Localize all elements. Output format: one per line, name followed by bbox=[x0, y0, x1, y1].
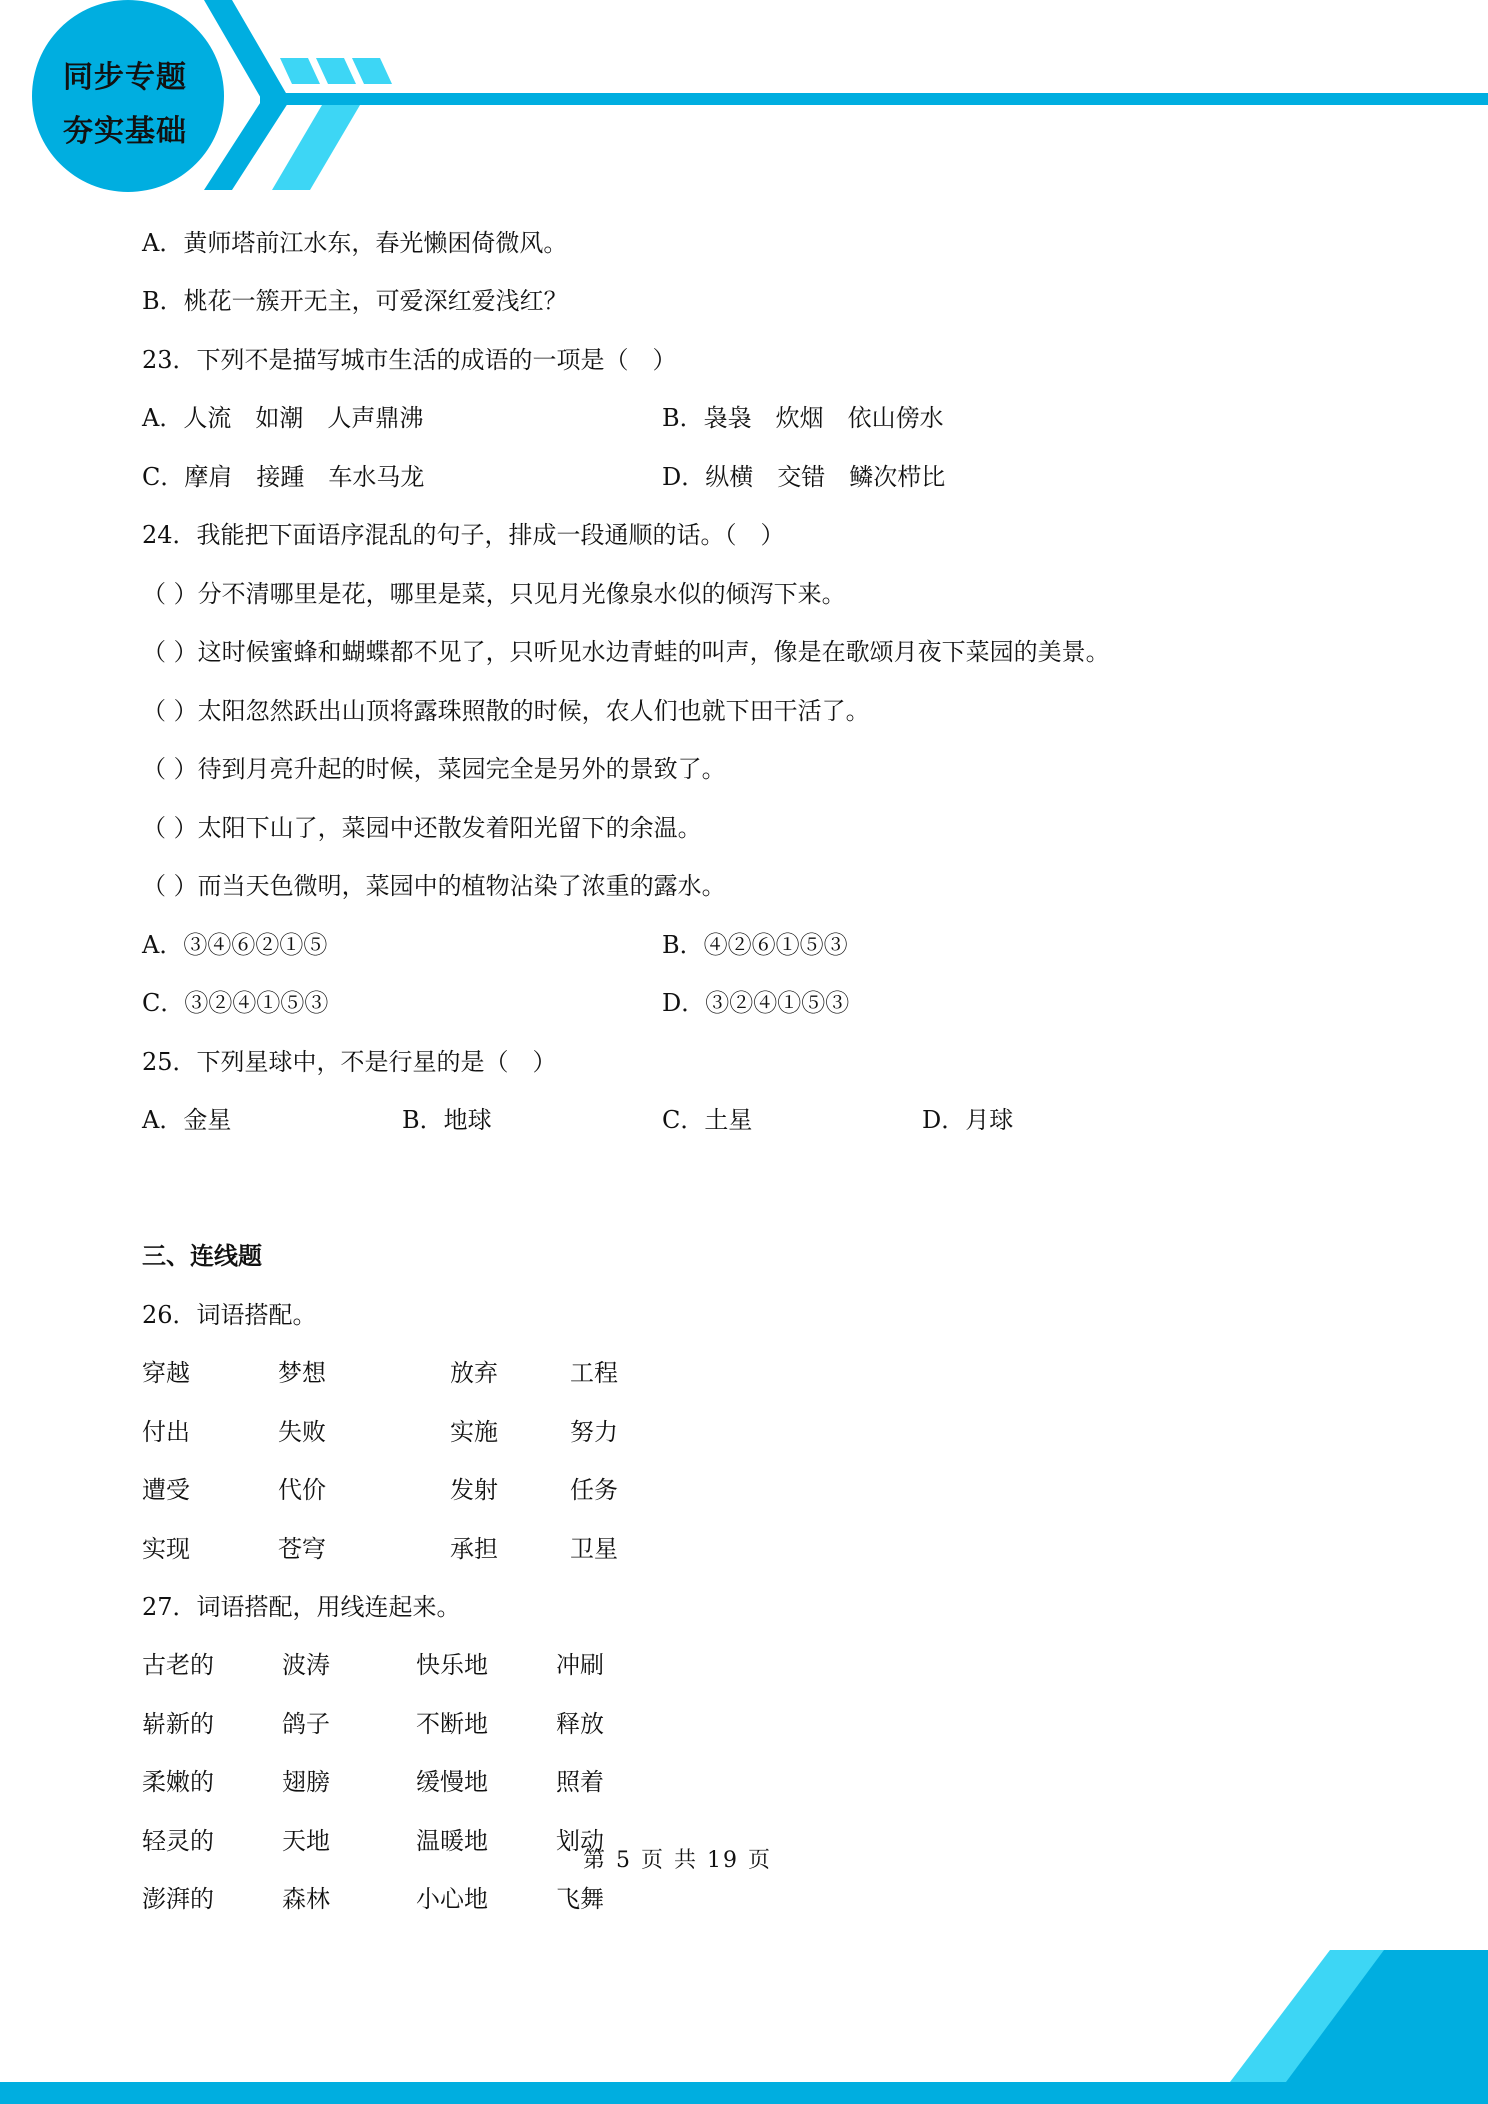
q26-word: 失败 bbox=[278, 1417, 326, 1446]
header-badge-circle bbox=[32, 0, 224, 192]
q23-option-d: D．纵横 交错 鳞次栉比 bbox=[662, 463, 946, 491]
header-stripe-1 bbox=[280, 58, 320, 84]
q24-sentence-4: （ ）待到月亮升起的时候，菜园完全是另外的景致了。 bbox=[142, 755, 726, 783]
q25-option-b: B．地球 bbox=[402, 1106, 492, 1134]
q24-sentence-6: （ ）而当天色微明，菜园中的植物沾染了浓重的露水。 bbox=[142, 872, 726, 900]
q24-option-d: D．③②④①⑤③ bbox=[662, 989, 850, 1017]
q27-word: 释放 bbox=[556, 1709, 604, 1738]
q26-word: 承担 bbox=[450, 1534, 498, 1563]
q24-sentence-5: （ ）太阳下山了，菜园中还散发着阳光留下的余温。 bbox=[142, 814, 702, 842]
section-3-title: 三、连线题 bbox=[142, 1242, 262, 1270]
q27-word: 冲刷 bbox=[556, 1651, 604, 1679]
q26-stem: 26．词语搭配。 bbox=[142, 1301, 317, 1329]
q26-word: 实施 bbox=[450, 1417, 498, 1446]
q27-word: 崭新的 bbox=[142, 1709, 214, 1738]
header-stripe-3 bbox=[352, 58, 392, 84]
q23-stem: 23．下列不是描写城市生活的成语的一项是（ ） bbox=[142, 346, 677, 374]
q27-word: 缓慢地 bbox=[416, 1768, 488, 1796]
q27-word: 快乐地 bbox=[416, 1651, 488, 1679]
q26-word: 卫星 bbox=[570, 1534, 618, 1563]
q24-sentence-3: （ ）太阳忽然跃出山顶将露珠照散的时候，农人们也就下田干活了。 bbox=[142, 697, 870, 725]
q24-sentence-2: （ ）这时候蜜蜂和蝴蝶都不见了，只听见水边青蛙的叫声，像是在歌颂月夜下菜园的美景。 bbox=[142, 638, 1110, 666]
q26-word: 梦想 bbox=[278, 1359, 326, 1387]
footer-bar bbox=[0, 2082, 1488, 2104]
q26-word: 发射 bbox=[450, 1476, 498, 1504]
q24-option-c: C．③②④①⑤③ bbox=[142, 989, 329, 1017]
q27-word: 小心地 bbox=[416, 1885, 488, 1913]
q25-option-c: C．土星 bbox=[662, 1106, 753, 1134]
q26-word: 努力 bbox=[570, 1417, 618, 1446]
q24-option-b: B．④②⑥①⑤③ bbox=[662, 931, 848, 959]
footer-banner bbox=[0, 1950, 1488, 2104]
q27-word: 天地 bbox=[282, 1826, 330, 1855]
q25-stem: 25．下列星球中，不是行星的是（ ） bbox=[142, 1048, 557, 1076]
q27-word: 轻灵的 bbox=[142, 1826, 214, 1855]
badge-line-2: 夯实基础 bbox=[63, 114, 187, 149]
q27-word: 森林 bbox=[282, 1885, 330, 1913]
q26-word: 放弃 bbox=[450, 1359, 498, 1387]
header-rule bbox=[260, 93, 1488, 105]
q26-word: 代价 bbox=[278, 1476, 326, 1504]
q25-option-d: D．月球 bbox=[922, 1106, 1014, 1134]
q27-word: 温暖地 bbox=[416, 1826, 488, 1855]
q27-word: 翅膀 bbox=[282, 1768, 330, 1796]
badge-line-1: 同步专题 bbox=[63, 60, 187, 95]
header-banner bbox=[0, 0, 1488, 200]
q27-word: 柔嫩的 bbox=[142, 1768, 214, 1796]
q26-word: 穿越 bbox=[142, 1359, 190, 1387]
q26-word: 实现 bbox=[142, 1534, 190, 1563]
q24-stem: 24．我能把下面语序混乱的句子，排成一段通顺的话。（ ） bbox=[142, 521, 785, 549]
q23-option-a: A．人流 如潮 人声鼎沸 bbox=[142, 404, 424, 432]
q27-stem: 27．词语搭配，用线连起来。 bbox=[142, 1593, 461, 1621]
q23-option-b: B．袅袅 炊烟 依山傍水 bbox=[662, 404, 944, 432]
q22-option-b: B．桃花一簇开无主，可爱深红爱浅红？ bbox=[142, 287, 568, 315]
q26-word: 工程 bbox=[570, 1359, 618, 1387]
q26-word: 付出 bbox=[142, 1417, 190, 1446]
q27-word: 飞舞 bbox=[556, 1885, 604, 1913]
q24-sentence-1: （ ）分不清哪里是花，哪里是菜，只见月光像泉水似的倾泻下来。 bbox=[142, 580, 846, 608]
q27-word: 不断地 bbox=[416, 1709, 488, 1738]
q22-option-a: A．黄师塔前江水东，春光懒困倚微风。 bbox=[142, 229, 568, 257]
q27-word: 波涛 bbox=[282, 1651, 330, 1679]
header-stripe-slant bbox=[272, 105, 360, 190]
q27-word: 鸽子 bbox=[282, 1709, 330, 1738]
q27-word: 澎湃的 bbox=[142, 1885, 214, 1913]
q23-option-c: C．摩肩 接踵 车水马龙 bbox=[142, 463, 425, 491]
q24-option-a: A．③④⑥②①⑤ bbox=[142, 931, 328, 959]
q27-word: 划动 bbox=[556, 1826, 604, 1855]
q26-word: 遭受 bbox=[142, 1476, 190, 1504]
q27-word: 照着 bbox=[556, 1768, 604, 1796]
q26-word: 苍穹 bbox=[278, 1534, 326, 1563]
q25-option-a: A．金星 bbox=[142, 1106, 232, 1134]
q26-word: 任务 bbox=[570, 1476, 618, 1504]
page-number: 第 5 页 共 19 页 bbox=[583, 1848, 772, 1873]
header-stripe-2 bbox=[316, 58, 356, 84]
q27-word: 古老的 bbox=[142, 1651, 214, 1679]
